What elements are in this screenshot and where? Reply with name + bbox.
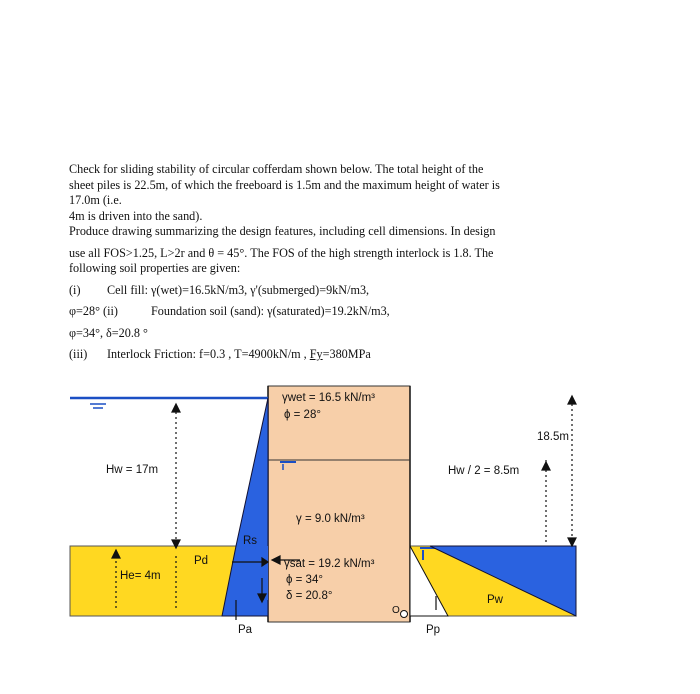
problem-line: use all FOS>1.25, L>2r and θ = 45°. The FOS of the high strength interlock is 1.8. The	[69, 245, 494, 260]
submerged-gamma-label: γ = 9.0 kN/m³	[296, 513, 365, 525]
o-label: O	[392, 605, 400, 616]
item-text: Interlock Friction: f=0.3 , T=4900kN/m ,	[107, 347, 310, 361]
soil-property-item-2-cont: φ=34°, δ=20.8 °	[69, 325, 148, 340]
pw-label: Pw	[487, 594, 503, 606]
item-text: Foundation soil (sand): γ(saturated)=19.2kN/m3,	[151, 304, 390, 318]
pp-label: Pp	[426, 624, 441, 636]
hw-17-label: Hw = 17m	[106, 464, 159, 476]
problem-line: following soil properties are given:	[69, 261, 241, 275]
problem-line: sheet piles is 22.5m, of which the freeboard is 1.5m and the maximum height of water is	[69, 177, 500, 192]
problem-line: Check for sliding stability of circular cofferdam shown below. The total height of the	[69, 162, 484, 176]
foundation-phi-label: ϕ = 34°	[286, 574, 323, 586]
item-text: φ=28° (ii)	[69, 304, 118, 318]
fill-gamma-label: γwet = 16.5 kN/m³	[282, 392, 375, 404]
rs-label: Rs	[243, 535, 258, 547]
hw-half-label: Hw / 2 = 8.5m	[448, 465, 520, 477]
pa-label: Pa	[238, 624, 253, 636]
resisting-zone	[260, 546, 268, 600]
item-text: =380MPa	[322, 347, 371, 361]
he-4-label: He= 4m	[120, 570, 161, 582]
arrow-head	[172, 404, 180, 412]
item-number: (iii)	[69, 347, 88, 361]
rotation-point	[401, 611, 408, 618]
problem-line: 17.0m (i.e.	[69, 193, 122, 207]
item-text: Fy	[309, 347, 323, 361]
foundation-delta-label: δ = 20.8°	[286, 590, 333, 602]
pd-label: Pd	[194, 555, 209, 567]
arrow-head	[568, 538, 576, 546]
arrow-head	[568, 396, 576, 404]
fill-phi-label: ϕ = 28°	[284, 409, 321, 421]
foundation-gamma-label: γsat = 19.2 kN/m³	[284, 558, 375, 570]
cell-fill	[268, 386, 410, 622]
problem-line: Produce drawing summarizing the design features, including cell dimensions. In design	[69, 224, 496, 238]
arrow-head	[542, 462, 550, 470]
item-text: Cell fill: γ(wet)=16.5kN/m3, γ'(submerged)=9kN/m3,	[107, 282, 370, 297]
problem-line: 4m is driven into the sand).	[69, 208, 203, 223]
height-185-label: 18.5m	[537, 431, 569, 443]
item-number: (i)	[69, 282, 81, 297]
